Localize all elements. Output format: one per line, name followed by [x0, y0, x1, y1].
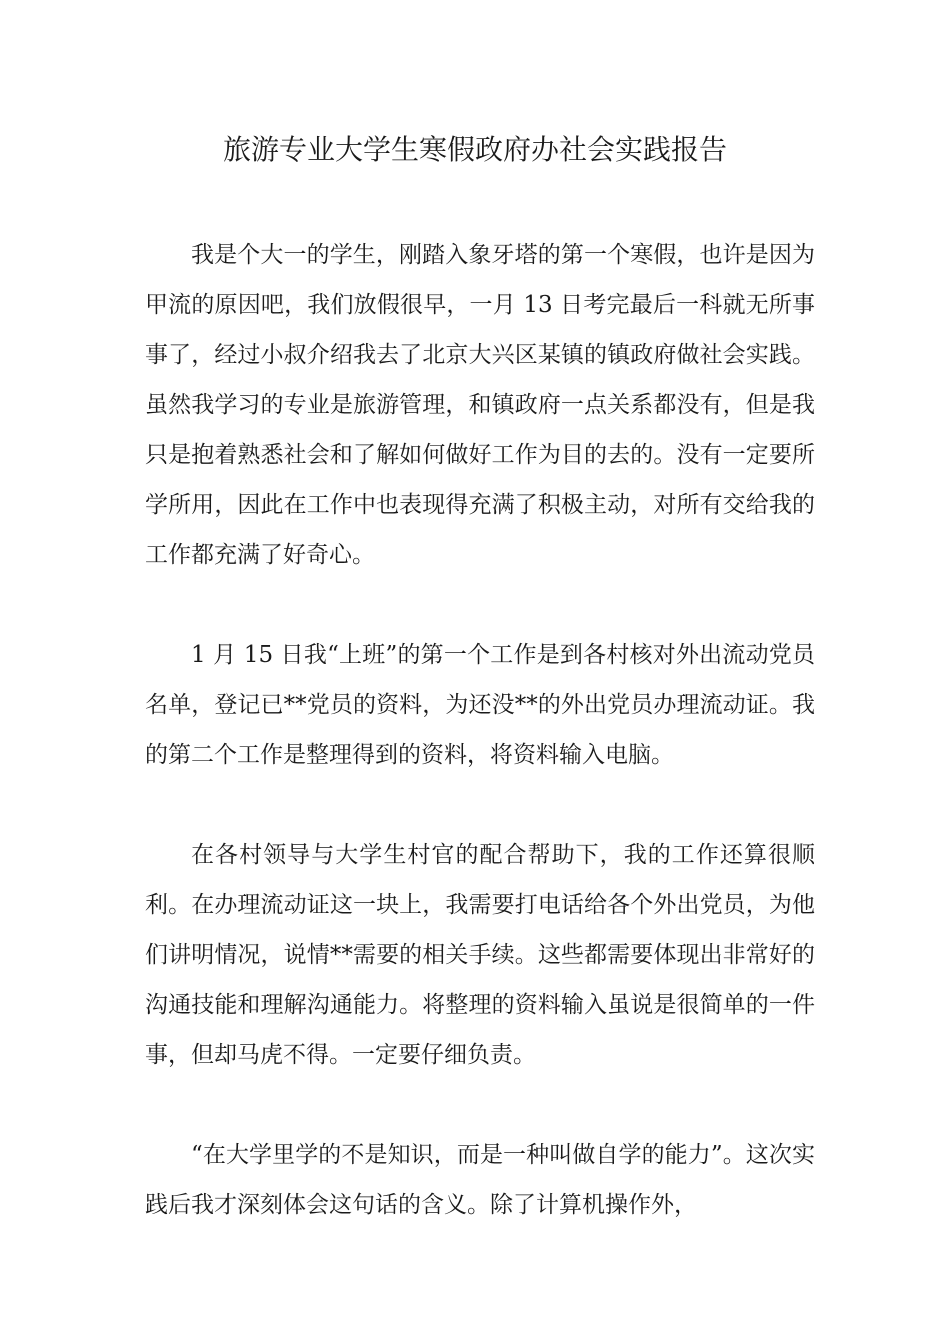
paragraph-1: 我是个大一的学生，刚踏入象牙塔的第一个寒假，也许是因为甲流的原因吧，我们放假很早，一月 13 日考完最后一科就无所事事了，经过小叔介绍我去了北京大兴区某镇的镇政府做社会实践。虽然我学习的专业是旅游管理，和镇政府一点关系都没有，但是我只是抱着熟悉社会和了解如何做好工作为目的去的。没有一定要所学所用，因此在工作中也表现得充满了积极主动，对所有交给我的工作都充满了好奇心。 [145, 242, 815, 568]
report-body [145, 230, 815, 1280]
page-title: 旅游专业大学生寒假政府办社会实践报告 [222, 133, 727, 166]
paragraph-3: 在各村领导与大学生村官的配合帮助下，我的工作还算很顺利。在办理流动证这一块上，我需要打电话给各个外出党员，为他们讲明情况，说情**需要的相关手续。这些都需要体现出非常好的沟通技能和理解沟通能力。将整理的资料输入虽说是很简单的一件事，但却马虎不得。一定要仔细负责。 [145, 842, 815, 1068]
paragraph-4: “在大学里学的不是知识，而是一种叫做自学的能力”。这次实践后我才深刻体会这句话的含义。除了计算机操作外， [145, 1142, 815, 1218]
paragraph-2: 1 月 15 日我“上班”的第一个工作是到各村核对外出流动党员名单，登记已**党员的资料，为还没**的外出党员办理流动证。我的第二个工作是整理得到的资料，将资料输入电脑。 [145, 642, 815, 768]
